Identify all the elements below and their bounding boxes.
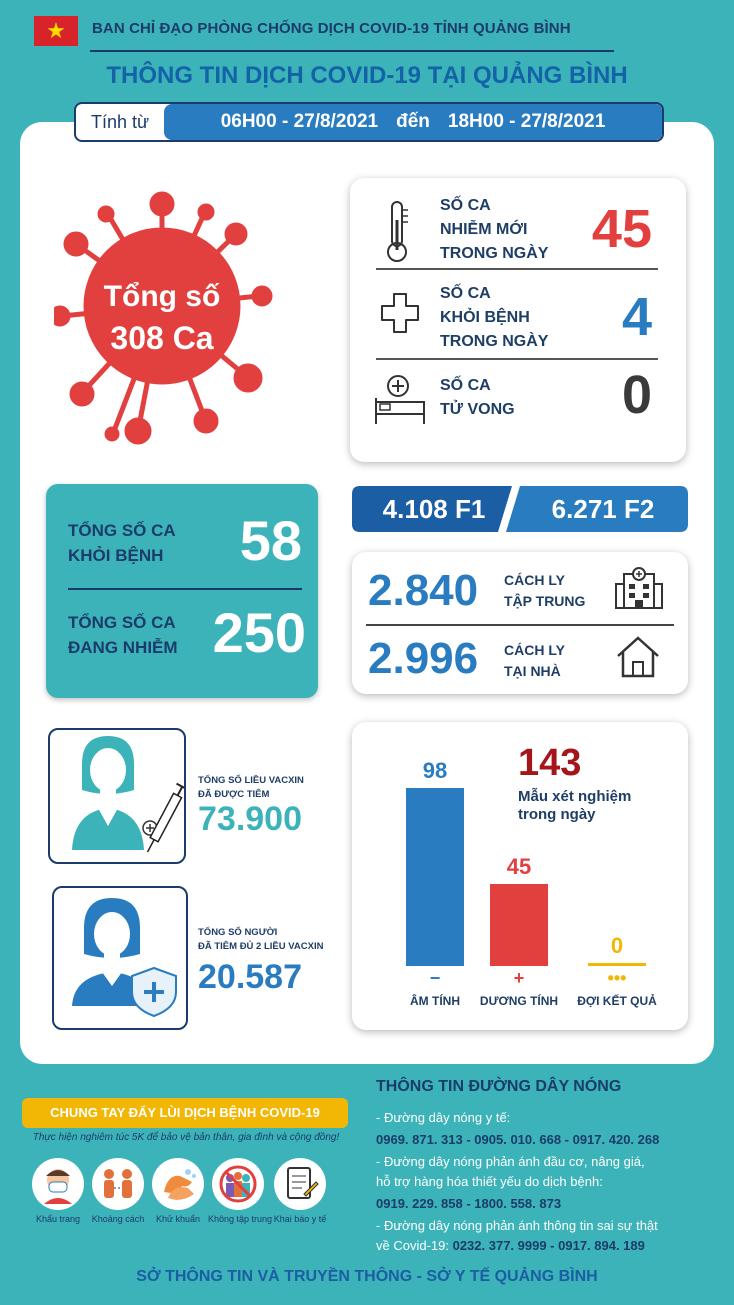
to-label: đến	[396, 111, 430, 132]
total-recovered-label-1: TỔNG SỐ CA	[68, 521, 176, 540]
tip-mask	[28, 1158, 88, 1224]
bar-label-3: ĐỢI KẾT QUẢ	[577, 994, 657, 1008]
hotline-fake-news-numbers: 0232. 377. 9999 - 0917. 894. 189	[452, 1238, 645, 1253]
campaign-banner: CHUNG TAY ĐẨY LÙI DỊCH BỆNH COVID-19	[22, 1098, 348, 1128]
distance-icon	[98, 1164, 138, 1204]
f1-count: 4.108 F1	[382, 494, 486, 524]
bar-value-3: 0	[610, 933, 624, 958]
f2-count: 6.271 F2	[551, 494, 655, 524]
deaths-value: 0	[621, 365, 652, 425]
hotline-price-label-1: - Đường dây nóng phản ánh đầu cơ, nâng giá,	[376, 1154, 645, 1169]
end-time: 18H00 - 27/8/2021	[447, 111, 606, 132]
health-declaration-icon	[280, 1164, 320, 1204]
campaign-subtitle: Thực hiện nghiêm túc 5K để bảo vệ bản thân, gia đình và cộng đồng!	[32, 1132, 340, 1143]
bar-value-2: 45	[506, 854, 532, 880]
bar-symbol-2: +	[513, 968, 525, 988]
summary-divider	[68, 588, 302, 590]
total-recovered-value: 58	[239, 509, 302, 572]
tests-label-2: trong ngày	[518, 806, 596, 823]
date-range	[164, 104, 662, 140]
central-quarantine-label-2: TẬP TRUNG	[504, 593, 586, 609]
hospital-bed-icon	[372, 374, 428, 428]
vaccine-doses-label-2: ĐÃ ĐƯỢC TIÊM	[198, 789, 270, 800]
from-label: Tính từ	[90, 112, 150, 132]
new-cases-label-3: TRONG NGÀY	[440, 245, 549, 262]
house-icon	[614, 634, 662, 678]
central-quarantine-value: 2.840	[368, 566, 479, 615]
new-cases-value: 45	[591, 199, 652, 259]
total-recovered-label-2: KHỎI BỆNH	[68, 546, 164, 565]
page-title: THÔNG TIN DỊCH COVID-19 TẠI QUẢNG BÌNH	[106, 62, 628, 89]
start-time: 06H00 - 27/8/2021	[220, 111, 379, 132]
recovered-value: 4	[621, 287, 652, 347]
deaths-row	[350, 365, 686, 444]
person-with-shield-icon	[54, 888, 186, 1028]
tip-disinfect-label: Khử khuẩn	[155, 1214, 201, 1224]
hotline-health-numbers: 0969. 871. 313 - 0905. 010. 668 - 0917. 420. 268	[376, 1132, 660, 1147]
quarantine-divider	[366, 624, 674, 626]
date-range-bar	[74, 102, 664, 142]
bar-label-2: DƯƠNG TÍNH	[479, 994, 559, 1008]
tip-distance	[88, 1158, 148, 1224]
summary-box	[46, 484, 318, 698]
vaccine-doses-value: 73.900	[198, 800, 302, 838]
hotline-fake-news-row	[376, 1238, 726, 1253]
medical-cross-icon	[380, 292, 420, 334]
tip-distance-label: Khoảng cách	[91, 1214, 145, 1224]
no-crowd-icon	[218, 1164, 258, 1204]
bar-label-1: ÂM TÍNH	[410, 994, 460, 1008]
nurse-with-syringe-icon	[50, 730, 184, 862]
hotline-price-label-2: hỗ trợ hàng hóa thiết yếu do dịch bệnh:	[376, 1174, 603, 1189]
footer: SỞ THÔNG TIN VÀ TRUYỀN THÔNG - SỞ Y TẾ QUẢNG BÌNH	[136, 1268, 598, 1285]
tests-label-1: Mẫu xét nghiệm	[518, 788, 632, 805]
bar-symbol-1: −	[429, 968, 441, 988]
hotline-price-numbers: 0919. 229. 858 - 1800. 558. 873	[376, 1196, 562, 1211]
vaccine-full-value: 20.587	[198, 958, 302, 996]
tip-no-gathering-label: Không tập trung	[208, 1214, 273, 1224]
tip-mask-label: Khẩu trang	[35, 1214, 81, 1224]
total-active-value: 250	[212, 601, 306, 664]
vaccine-doses-box	[48, 728, 186, 864]
vietnam-flag-icon: ★	[34, 16, 78, 46]
total-active-label-1: TỔNG SỐ CA	[68, 613, 176, 632]
tip-declare-label: Khai báo y tế	[273, 1214, 327, 1224]
vaccine-full-label-1: TỔNG SỐ NGƯỜI	[198, 927, 278, 938]
recovered-label-2: KHỎI BỆNH	[440, 309, 530, 326]
deaths-label-2: TỬ VONG	[440, 401, 515, 418]
header-divider	[90, 50, 614, 52]
total-value: 308 Ca	[110, 320, 214, 356]
vaccine-full-box	[52, 886, 188, 1030]
hotline-title: THÔNG TIN ĐƯỜNG DÂY NÓNG	[376, 1078, 622, 1095]
tip-declare	[270, 1158, 330, 1224]
deaths-label-1: SỐ CA	[440, 377, 491, 394]
daily-stats-card	[350, 178, 686, 462]
bar-value-1: 98	[422, 758, 448, 783]
bar-symbol-3: •••	[607, 968, 627, 988]
total-active-label-2: ĐANG NHIỄM	[68, 638, 178, 657]
virus-total	[54, 176, 274, 446]
face-mask-icon	[38, 1164, 78, 1204]
new-cases-label-1: SỐ CA	[440, 197, 491, 214]
thermometer-icon	[384, 200, 410, 264]
recovered-label-3: TRONG NGÀY	[440, 333, 549, 350]
vaccine-doses-label-1: TỔNG SỐ LIỀU VACXIN	[198, 775, 304, 786]
contacts-bar	[352, 486, 688, 532]
total-label: Tổng số	[103, 280, 221, 313]
bar-2	[490, 884, 548, 966]
new-cases-label-2: NHIỄM MỚI	[440, 221, 528, 238]
quarantine-card	[352, 552, 688, 694]
vaccine-full-label-2: ĐÃ TIÊM ĐỦ 2 LIỀU VACXIN	[198, 941, 324, 952]
hotline-health-label: - Đường dây nóng y tế:	[376, 1110, 511, 1125]
tests-total: 143	[518, 742, 582, 784]
bar-1	[406, 788, 464, 966]
hotline-fake-news-prefix: về Covid-19:	[376, 1238, 453, 1253]
tip-disinfect	[148, 1158, 208, 1224]
building-icon	[614, 566, 664, 610]
home-quarantine-label-1: CÁCH LY	[504, 642, 565, 658]
tests-bar-chart	[352, 722, 688, 1030]
new-cases-row	[350, 194, 686, 274]
recovered-row	[350, 282, 686, 362]
tests-card	[352, 722, 688, 1030]
home-quarantine-value: 2.996	[368, 634, 479, 683]
central-quarantine-label-1: CÁCH LY	[504, 572, 565, 588]
tip-no-gathering	[208, 1158, 273, 1224]
organization-name: BAN CHỈ ĐẠO PHÒNG CHỐNG DỊCH COVID-19 TỈNH QUẢNG BÌNH	[92, 20, 571, 37]
recovered-label-1: SỐ CA	[440, 285, 491, 302]
hotline-fake-news-label: - Đường dây nóng phản ánh thông tin sai sự thật	[376, 1218, 658, 1233]
home-quarantine-label-2: TẠI NHÀ	[504, 663, 561, 679]
bar-3	[588, 963, 646, 966]
hand-wash-icon	[158, 1164, 198, 1204]
